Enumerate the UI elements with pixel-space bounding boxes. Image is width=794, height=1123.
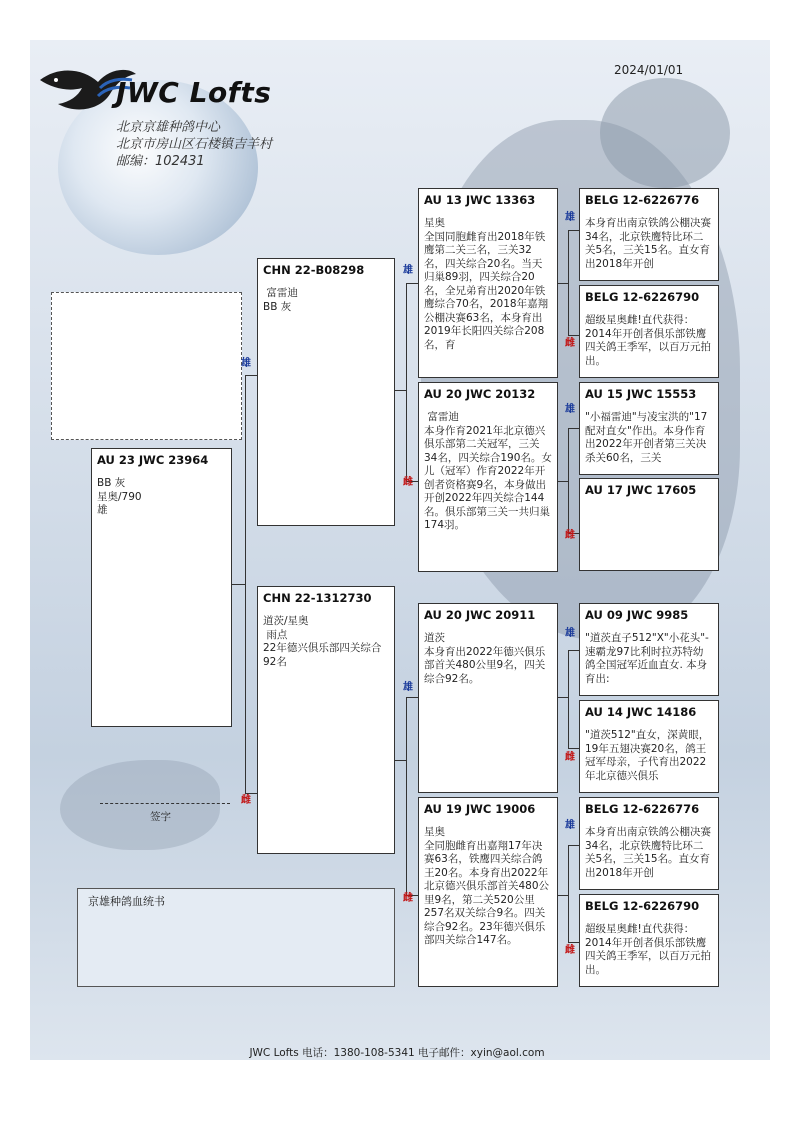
connector-line <box>232 584 245 585</box>
card-line: BB 灰 <box>263 300 292 313</box>
ring-number: AU 09 JWC 9985 <box>585 608 689 622</box>
great-grandparent-card[interactable] <box>579 603 719 696</box>
sire-card[interactable] <box>257 258 395 526</box>
signature-label: 签字 <box>150 811 171 823</box>
card-line: 本身育出南京铁鸽公棚决赛34名，北京铁鹰特比环二关5名，三关15名。直女育出2018年开创 <box>585 826 711 879</box>
great-grandparent-card[interactable] <box>579 188 719 281</box>
ring-number: AU 23 JWC 23964 <box>97 453 209 467</box>
document-date: 2024/01/01 <box>614 63 684 77</box>
ring-number: CHN 22-B08298 <box>263 263 365 277</box>
connector-line <box>395 760 406 761</box>
great-grandparent-card[interactable] <box>579 382 719 475</box>
connector-line <box>568 335 579 336</box>
connector-line <box>568 748 579 749</box>
dam-card[interactable] <box>257 586 395 854</box>
connector-line <box>245 793 257 794</box>
ring-number: BELG 12-6226790 <box>585 899 700 913</box>
male-label: 雄 <box>565 404 575 415</box>
card-line: 超级星奥雌!直代获得：2014年开创者俱乐部铁鹰四关鸽王季军，以百万元拍出。 <box>585 923 711 976</box>
ring-number: CHN 22-1312730 <box>263 591 372 605</box>
ring-number: BELG 12-6226776 <box>585 802 700 816</box>
sire-connector <box>406 283 407 481</box>
ring-number: AU 13 JWC 13363 <box>424 193 536 207</box>
ring-number: AU 15 JWC 15553 <box>585 387 697 401</box>
pigeon-head-decoration <box>600 78 730 188</box>
gp-connector <box>568 650 569 748</box>
male-label: 雄 <box>241 358 251 369</box>
certificate-title: 京雄种鸽血统书 <box>88 895 165 908</box>
connector-line <box>245 375 257 376</box>
connector-line <box>568 428 579 429</box>
photo-placeholder[interactable] <box>51 292 242 440</box>
ring-number: AU 17 JWC 17605 <box>585 483 697 497</box>
subject-connector <box>245 375 246 793</box>
ring-number: AU 20 JWC 20911 <box>424 608 536 622</box>
male-label: 雄 <box>403 265 413 276</box>
card-line: "小福雷迪"与凌宝洪的"17配对直女"作出。本身作育出2022年开创者第三关决杀关60名，三关 <box>585 411 708 464</box>
grandparent-card[interactable] <box>418 188 558 378</box>
connector-line <box>558 697 568 698</box>
org-address: 北京市房山区石楼镇吉羊村 <box>116 137 273 152</box>
org-name: 北京京雄种鸽中心 <box>116 120 221 135</box>
card-line: 本身育出南京铁鸽公棚决赛34名，北京铁鹰特比环二关5名，三关15名。直女育出2018年开创 <box>585 217 711 270</box>
male-label: 雄 <box>565 628 575 639</box>
card-line: 道茨/星奥 <box>263 615 309 627</box>
female-label: 雌 <box>403 893 413 904</box>
great-grandparent-card[interactable] <box>579 894 719 987</box>
connector-line <box>558 283 568 284</box>
great-grandparent-card[interactable] <box>579 700 719 793</box>
card-line: 超级星奥雌!直代获得：2014年开创者俱乐部铁鹰四关鸽王季军，以百万元拍出。 <box>585 314 711 367</box>
connector-line <box>406 283 418 284</box>
card-line: 雨点 <box>263 628 288 641</box>
signature-line[interactable] <box>100 803 230 804</box>
certificate-box <box>77 888 395 987</box>
great-grandparent-card[interactable] <box>579 285 719 378</box>
card-line: 富雷迪 <box>424 411 459 423</box>
card-line: 星奥 <box>424 217 445 229</box>
card-line: 全同胞雌育出嘉翔17年决赛63名，铁鹰四关综合鸽王20名。本身育出2022年北京德兴俱乐部首关480公里9名，第二关520公里257名双关综合9名。四关综合92名。23年德兴俱乐部四关综合147名。 <box>424 839 550 946</box>
connector-line <box>406 697 418 698</box>
gp-connector <box>568 845 569 942</box>
female-label: 雌 <box>565 945 575 956</box>
female-label: 雌 <box>241 795 251 806</box>
connector-line <box>568 650 579 651</box>
ring-number: AU 14 JWC 14186 <box>585 705 697 719</box>
card-line: 雄 <box>97 504 108 516</box>
female-label: 雌 <box>565 752 575 763</box>
ring-number: BELG 12-6226776 <box>585 193 700 207</box>
card-line: "道茨直子512"X"小花头"-速霸龙97比利时拉苏特幼鸽全国冠军近血直女. 本身育出: <box>585 632 709 685</box>
ring-number: BELG 12-6226790 <box>585 290 700 304</box>
card-line: 本身育出2022年德兴俱乐部首关480公里9名，四关综合92名。 <box>424 645 546 685</box>
card-line: BB 灰 <box>97 477 126 489</box>
connector-line <box>558 895 568 896</box>
card-line: 星奥/790 <box>97 490 142 503</box>
great-grandparent-card[interactable] <box>579 797 719 890</box>
male-label: 雄 <box>403 682 413 693</box>
footer-contact: JWC Lofts 电话：1380-108-5341 电子邮件：xyin@aol.com <box>249 1047 545 1059</box>
male-label: 雄 <box>565 820 575 831</box>
org-postcode: 邮编：102431 <box>116 154 205 169</box>
connector-line <box>568 230 579 231</box>
brand-name: JWC Lofts <box>116 76 272 109</box>
connector-line <box>568 845 579 846</box>
great-grandparent-card[interactable] <box>579 478 719 571</box>
subject-card[interactable] <box>91 448 232 727</box>
female-label: 雌 <box>565 338 575 349</box>
connector-line <box>558 481 568 482</box>
grandparent-card[interactable] <box>418 603 558 793</box>
grandparent-card[interactable] <box>418 382 558 572</box>
male-label: 雄 <box>565 212 575 223</box>
gp-connector <box>568 428 569 533</box>
gp-connector <box>568 230 569 335</box>
ring-number: AU 20 JWC 20132 <box>424 387 536 401</box>
female-label: 雌 <box>403 477 413 488</box>
connector-line <box>568 942 579 943</box>
card-line: 全国同胞雌育出2018年铁鹰第二关三名，三关32名，四关综合20名。当天归巢89羽，四关综合20名，全兄弟育出2020年铁鹰综合70名，2018年嘉翔公棚决赛63名，本身育出2019年长阳四关综合208名，育 <box>424 230 549 351</box>
female-label: 雌 <box>565 530 575 541</box>
grandparent-card[interactable] <box>418 797 558 987</box>
card-line: 富雷迪 <box>263 287 298 299</box>
card-line: 22年德兴俱乐部四关综合92名 <box>263 642 382 668</box>
card-line: 道茨 <box>424 632 445 644</box>
dam-connector <box>406 697 407 895</box>
card-line: "道茨512"直女，深黄眼，19年五翅决赛20名，鸽王冠军母亲，子代育出2022年北京德兴俱乐 <box>585 729 710 782</box>
ring-number: AU 19 JWC 19006 <box>424 802 536 816</box>
connector-line <box>395 390 406 391</box>
card-line: 本身作育2021年北京德兴俱乐部第二关冠军，三关34名，四关综合190名。女儿（冠军）作育2022年开创者资格赛9名，本身做出开创2022年四关综合144名。俱乐部第三关一共归巢174羽。 <box>424 424 552 531</box>
card-line: 星奥 <box>424 826 445 838</box>
